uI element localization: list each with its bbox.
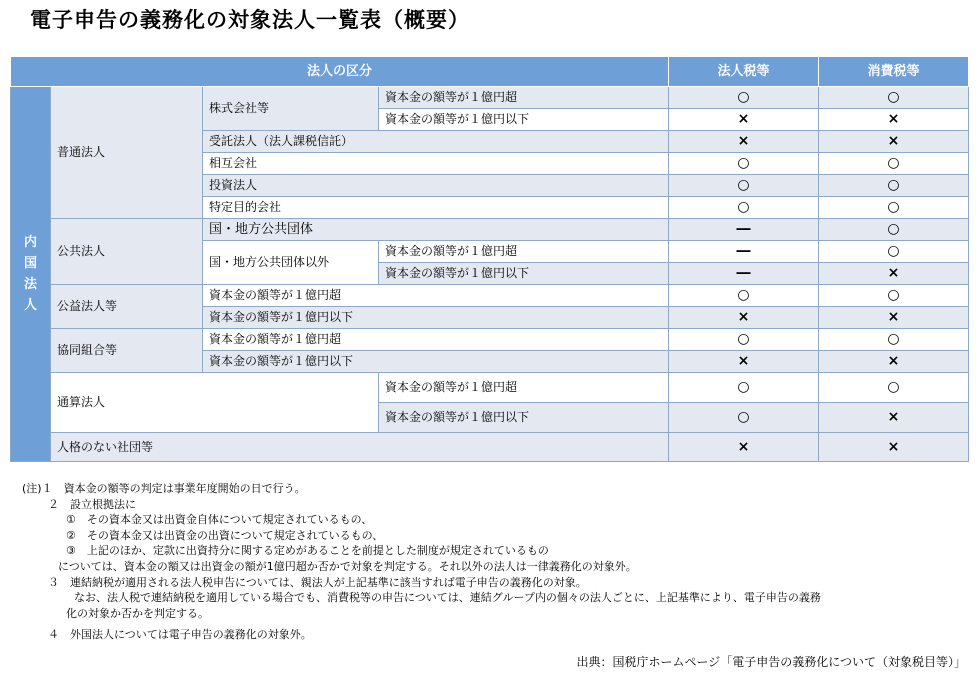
mark-cell: ○: [669, 153, 819, 175]
mark-cell: ×: [819, 351, 969, 373]
header-kubun: 法人の区分: [11, 57, 669, 87]
mark-cell: ○: [819, 175, 969, 197]
mark-cell: ×: [819, 433, 969, 462]
mark-cell: ○: [819, 329, 969, 351]
mark-cell: ×: [669, 433, 819, 462]
table-row: [11, 433, 969, 462]
mark-cell: ―: [669, 241, 819, 263]
mark-cell: ×: [819, 131, 969, 153]
mark-cell: ○: [819, 285, 969, 307]
mark-cell: ×: [819, 307, 969, 329]
header-houjinzei: 法人税等: [669, 57, 819, 87]
header-shouhizei: 消費税等: [819, 57, 969, 87]
table-row: [11, 87, 969, 109]
category-koeki: 公益法人等: [51, 285, 203, 329]
mark-cell: ×: [669, 351, 819, 373]
condition-cell: 資本金の額等が１億円超: [379, 373, 669, 403]
mark-cell: ○: [819, 197, 969, 219]
source-citation: 出典：国税庁ホームページ「電子申告の義務化について（対象税目等）」: [576, 655, 966, 669]
sub-kabushiki: 株式会社等: [203, 87, 379, 131]
note-line: (注)１ 資本金の額等の判定は事業年度開始の日で行う。: [22, 482, 306, 495]
condition-cell: 資本金の額等が１億円以下: [379, 109, 669, 131]
note-line: ① その資本金又は出資金自体について規定されているもの、: [66, 513, 373, 527]
note-line: ４ 外国法人については電子申告の義務化の対象外。: [48, 628, 312, 642]
sub-kuni: 国・地方公共団体: [203, 219, 669, 241]
table-row: [11, 373, 969, 403]
category-tsusan: 通算法人: [51, 373, 379, 433]
notes-section: [22, 481, 821, 643]
mark-cell: ×: [669, 307, 819, 329]
table-header-row: [11, 57, 969, 87]
mark-cell: ○: [669, 285, 819, 307]
mark-cell: ○: [669, 373, 819, 403]
mark-cell: ○: [819, 219, 969, 241]
note-line: なお、法人税で連結納税を適用している場合でも、消費税等の申告については、連結グループ内の個々の法人ごとに、上記基準により、電子申告の義務: [74, 591, 821, 605]
mark-cell: ×: [819, 263, 969, 285]
page-title: 電子申告の義務化の対象法人一覧表（概要）: [30, 8, 470, 32]
mark-cell: ○: [819, 373, 969, 403]
mark-cell: ―: [669, 263, 819, 285]
sub-tokutei: 特定目的会社: [203, 197, 669, 219]
category-futsu: 普通法人: [51, 87, 203, 219]
table-row: [11, 285, 969, 307]
note-line: ２ 設立根拠法に: [48, 497, 136, 511]
condition-cell: 資本金の額等が１億円以下: [379, 403, 669, 433]
zone-label: 内国法人: [11, 87, 51, 462]
condition-cell: 資本金の額等が１億円以下: [203, 307, 669, 329]
mark-cell: ×: [819, 109, 969, 131]
condition-cell: 資本金の額等が１億円超: [379, 87, 669, 109]
mark-cell: ○: [669, 197, 819, 219]
sub-jutaku: 受託法人（法人課税信託）: [203, 131, 669, 153]
condition-cell: 資本金の額等が１億円超: [203, 329, 669, 351]
condition-cell: 資本金の額等が１億円超: [203, 285, 669, 307]
condition-cell: 資本金の額等が１億円超: [379, 241, 669, 263]
note-line: ② その資本金又は出資金の出資について規定されているもの、: [66, 528, 384, 542]
obligation-table: [10, 56, 969, 462]
sub-kuni-igai: 国・地方公共団体以外: [203, 241, 379, 285]
table-row: [11, 219, 969, 241]
mark-cell: ○: [669, 87, 819, 109]
mark-cell: ○: [819, 153, 969, 175]
mark-cell: ○: [669, 175, 819, 197]
mark-cell: ○: [669, 403, 819, 433]
category-kokyo: 公共法人: [51, 219, 203, 285]
note-line: ３ 連結納税が適用される法人税申告については、親法人が上記基準に該当すれば電子申告の義務化の対象。: [48, 575, 587, 589]
category-kyodo: 協同組合等: [51, 329, 203, 373]
condition-cell: 資本金の額等が１億円以下: [379, 263, 669, 285]
mark-cell: ×: [669, 109, 819, 131]
mark-cell: ×: [669, 131, 819, 153]
mark-cell: ―: [669, 219, 819, 241]
note-line: については、資本金の額又は出資金の額が1億円超か否かで対象を判定する。それ以外の法人は一律義務化の対象外。: [58, 559, 637, 573]
condition-cell: 資本金の額等が１億円以下: [203, 351, 669, 373]
mark-cell: ○: [819, 241, 969, 263]
mark-cell: ×: [819, 403, 969, 433]
note-line: 化の対象か否かを判定する。: [66, 606, 209, 620]
mark-cell: ○: [819, 87, 969, 109]
sub-sogo: 相互会社: [203, 153, 669, 175]
table-row: [11, 329, 969, 351]
sub-toshi: 投資法人: [203, 175, 669, 197]
category-jinkaku: 人格のない社団等: [51, 433, 669, 462]
note-line: ③ 上記のほか、定款に出資持分に関する定めがあることを前提とした制度が規定されているもの: [66, 544, 549, 558]
mark-cell: ○: [669, 329, 819, 351]
